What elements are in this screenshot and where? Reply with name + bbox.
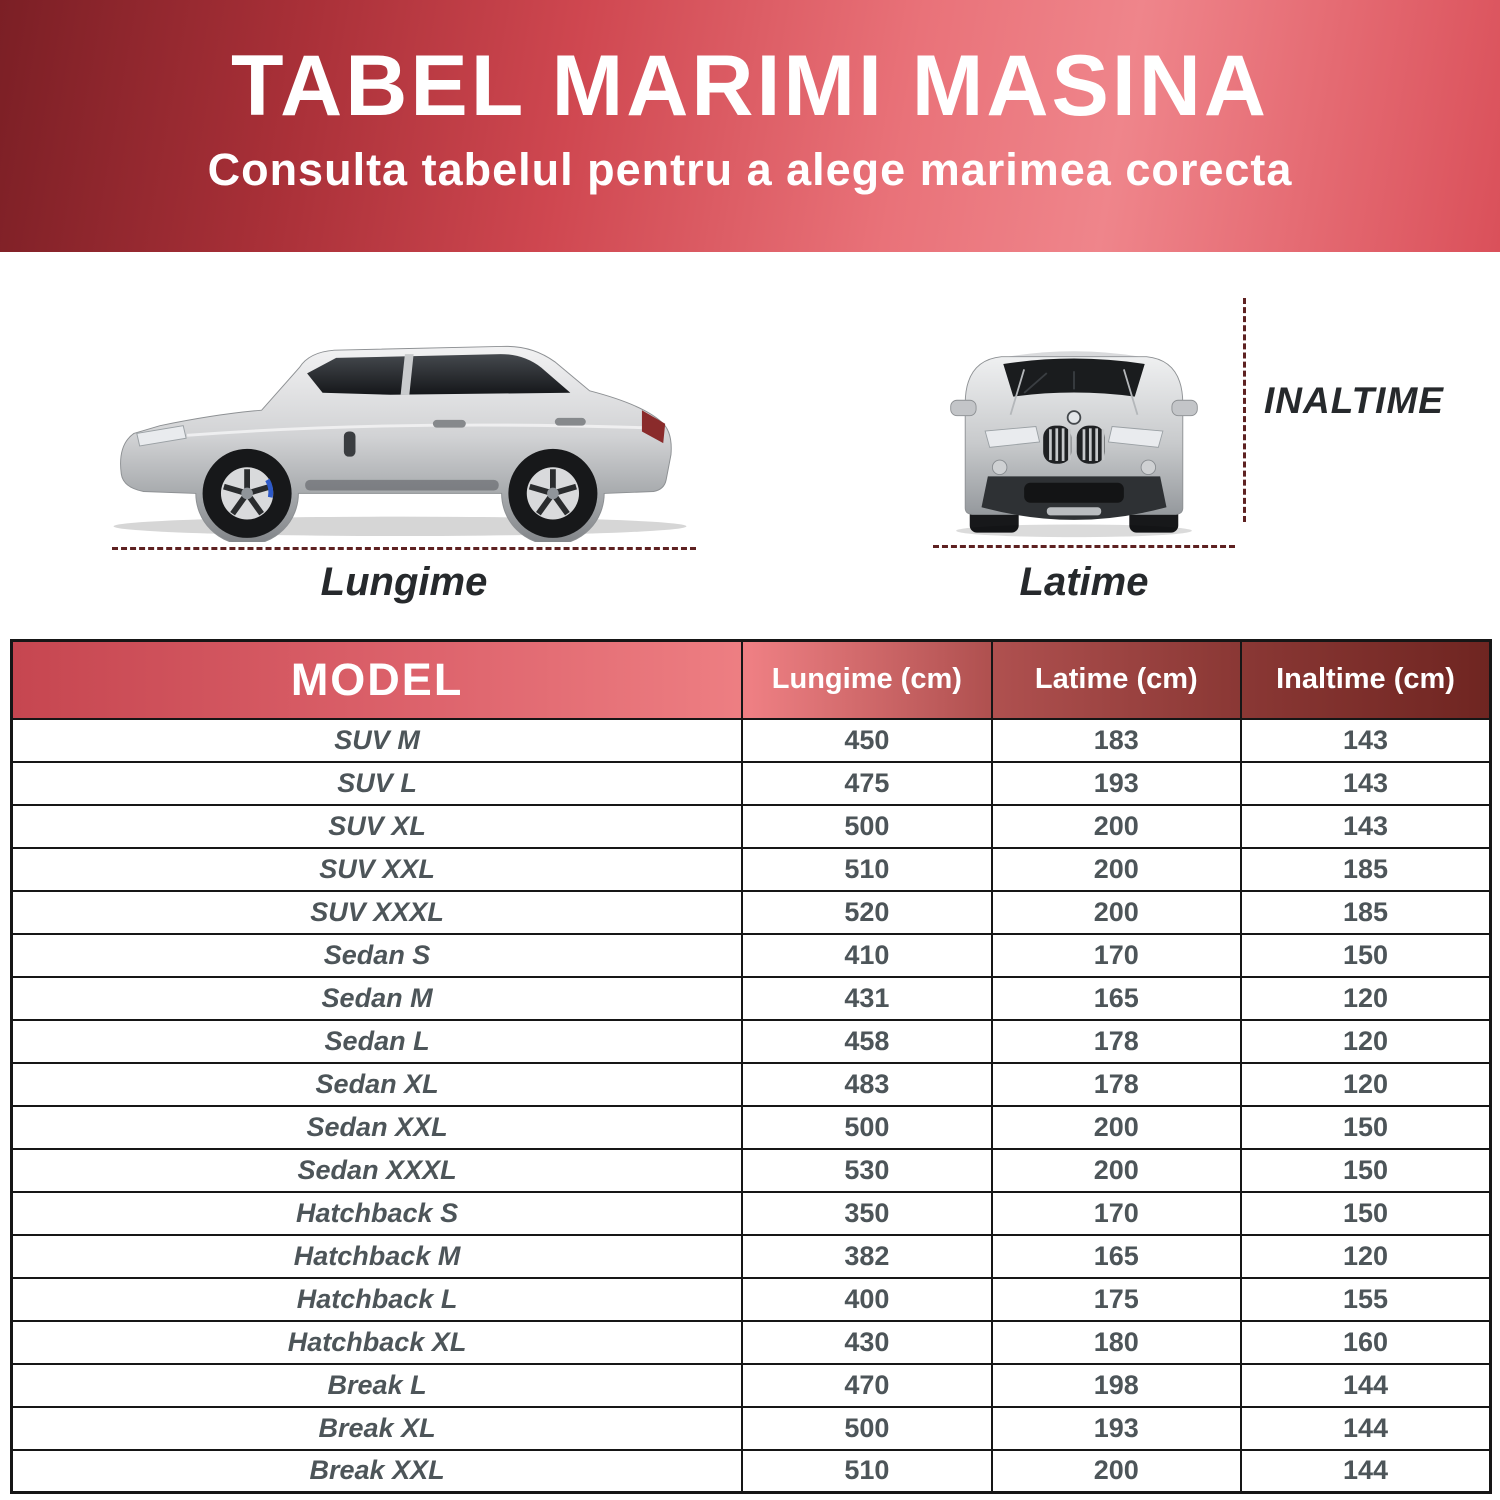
table-row: [12, 934, 1491, 977]
width-cell: 193: [992, 1407, 1241, 1450]
model-cell: Sedan XL: [12, 1063, 743, 1106]
width-cell: 178: [992, 1020, 1241, 1063]
length-cell: 510: [742, 848, 991, 891]
car-front-view-image: [938, 296, 1210, 548]
model-cell: Hatchback L: [12, 1278, 743, 1321]
model-cell: Break XXL: [12, 1450, 743, 1493]
height-cell: 185: [1241, 891, 1490, 934]
width-cell: 178: [992, 1063, 1241, 1106]
page-subtitle: Consulta tabelul pentru a alege marimea corecta: [207, 144, 1293, 195]
height-cell: 120: [1241, 1020, 1490, 1063]
height-cell: 185: [1241, 848, 1490, 891]
length-cell: 400: [742, 1278, 991, 1321]
length-cell: 431: [742, 977, 991, 1020]
height-cell: 160: [1241, 1321, 1490, 1364]
table-row: [12, 762, 1491, 805]
column-header-2: Latime (cm): [992, 641, 1241, 719]
model-cell: Hatchback M: [12, 1235, 743, 1278]
table-row: [12, 977, 1491, 1020]
table-row: [12, 891, 1491, 934]
dimension-diagram: [0, 252, 1500, 639]
table-row: [12, 1235, 1491, 1278]
size-table: [10, 639, 1492, 1494]
height-cell: 120: [1241, 1235, 1490, 1278]
model-cell: SUV XXXL: [12, 891, 743, 934]
table-row: [12, 1450, 1491, 1493]
width-cell: 165: [992, 977, 1241, 1020]
table-row: [12, 1192, 1491, 1235]
width-cell: 200: [992, 1149, 1241, 1192]
height-label: INALTIME: [1264, 380, 1444, 421]
height-cell: 120: [1241, 977, 1490, 1020]
width-dashed-line: [933, 545, 1235, 548]
model-cell: SUV XXL: [12, 848, 743, 891]
height-cell: 143: [1241, 719, 1490, 762]
size-table-body: [12, 719, 1491, 1493]
size-table-header: [12, 641, 1491, 719]
table-row: [12, 1364, 1491, 1407]
column-header-1: Lungime (cm): [742, 641, 991, 719]
width-cell: 198: [992, 1364, 1241, 1407]
height-cell: 150: [1241, 934, 1490, 977]
width-cell: 200: [992, 1450, 1241, 1493]
width-label: Latime: [1019, 560, 1149, 604]
height-cell: 144: [1241, 1450, 1490, 1493]
height-cell: 143: [1241, 762, 1490, 805]
width-cell: 200: [992, 805, 1241, 848]
table-row: [12, 1278, 1491, 1321]
table-row: [12, 1149, 1491, 1192]
height-cell: 155: [1241, 1278, 1490, 1321]
model-cell: Sedan XXL: [12, 1106, 743, 1149]
table-row: [12, 1321, 1491, 1364]
model-cell: Break L: [12, 1364, 743, 1407]
height-cell: 143: [1241, 805, 1490, 848]
height-dashed-line: [1243, 298, 1246, 522]
length-cell: 470: [742, 1364, 991, 1407]
width-cell: 170: [992, 934, 1241, 977]
height-cell: 144: [1241, 1364, 1490, 1407]
header-banner: [0, 0, 1500, 252]
height-cell: 150: [1241, 1106, 1490, 1149]
length-cell: 350: [742, 1192, 991, 1235]
height-cell: 144: [1241, 1407, 1490, 1450]
model-cell: SUV M: [12, 719, 743, 762]
model-cell: Break XL: [12, 1407, 743, 1450]
table-row: [12, 719, 1491, 762]
column-header-0: MODEL: [12, 641, 743, 719]
width-cell: 180: [992, 1321, 1241, 1364]
length-cell: 430: [742, 1321, 991, 1364]
height-cell: 150: [1241, 1192, 1490, 1235]
length-cell: 382: [742, 1235, 991, 1278]
model-cell: Sedan M: [12, 977, 743, 1020]
table-row: [12, 1106, 1491, 1149]
length-cell: 483: [742, 1063, 991, 1106]
length-cell: 500: [742, 805, 991, 848]
height-cell: 120: [1241, 1063, 1490, 1106]
model-cell: Hatchback XL: [12, 1321, 743, 1364]
length-cell: 510: [742, 1450, 991, 1493]
width-cell: 200: [992, 1106, 1241, 1149]
width-cell: 170: [992, 1192, 1241, 1235]
page-title: TABEL MARIMI MASINA: [231, 38, 1269, 134]
width-cell: 193: [992, 762, 1241, 805]
length-cell: 500: [742, 1106, 991, 1149]
length-cell: 520: [742, 891, 991, 934]
model-cell: Hatchback S: [12, 1192, 743, 1235]
table-row: [12, 1020, 1491, 1063]
table-row: [12, 805, 1491, 848]
model-cell: SUV L: [12, 762, 743, 805]
width-cell: 200: [992, 848, 1241, 891]
model-cell: Sedan XXXL: [12, 1149, 743, 1192]
table-row: [12, 1063, 1491, 1106]
length-cell: 410: [742, 934, 991, 977]
length-cell: 458: [742, 1020, 991, 1063]
length-label: Lungime: [320, 560, 488, 604]
table-row: [12, 848, 1491, 891]
model-cell: Sedan L: [12, 1020, 743, 1063]
column-header-3: Inaltime (cm): [1241, 641, 1490, 719]
length-dashed-line: [112, 547, 696, 550]
model-cell: Sedan S: [12, 934, 743, 977]
car-side-view-image: [100, 290, 700, 542]
width-cell: 165: [992, 1235, 1241, 1278]
height-cell: 150: [1241, 1149, 1490, 1192]
length-cell: 530: [742, 1149, 991, 1192]
length-cell: 450: [742, 719, 991, 762]
length-cell: 500: [742, 1407, 991, 1450]
width-cell: 183: [992, 719, 1241, 762]
width-cell: 200: [992, 891, 1241, 934]
width-cell: 175: [992, 1278, 1241, 1321]
table-row: [12, 1407, 1491, 1450]
model-cell: SUV XL: [12, 805, 743, 848]
length-cell: 475: [742, 762, 991, 805]
